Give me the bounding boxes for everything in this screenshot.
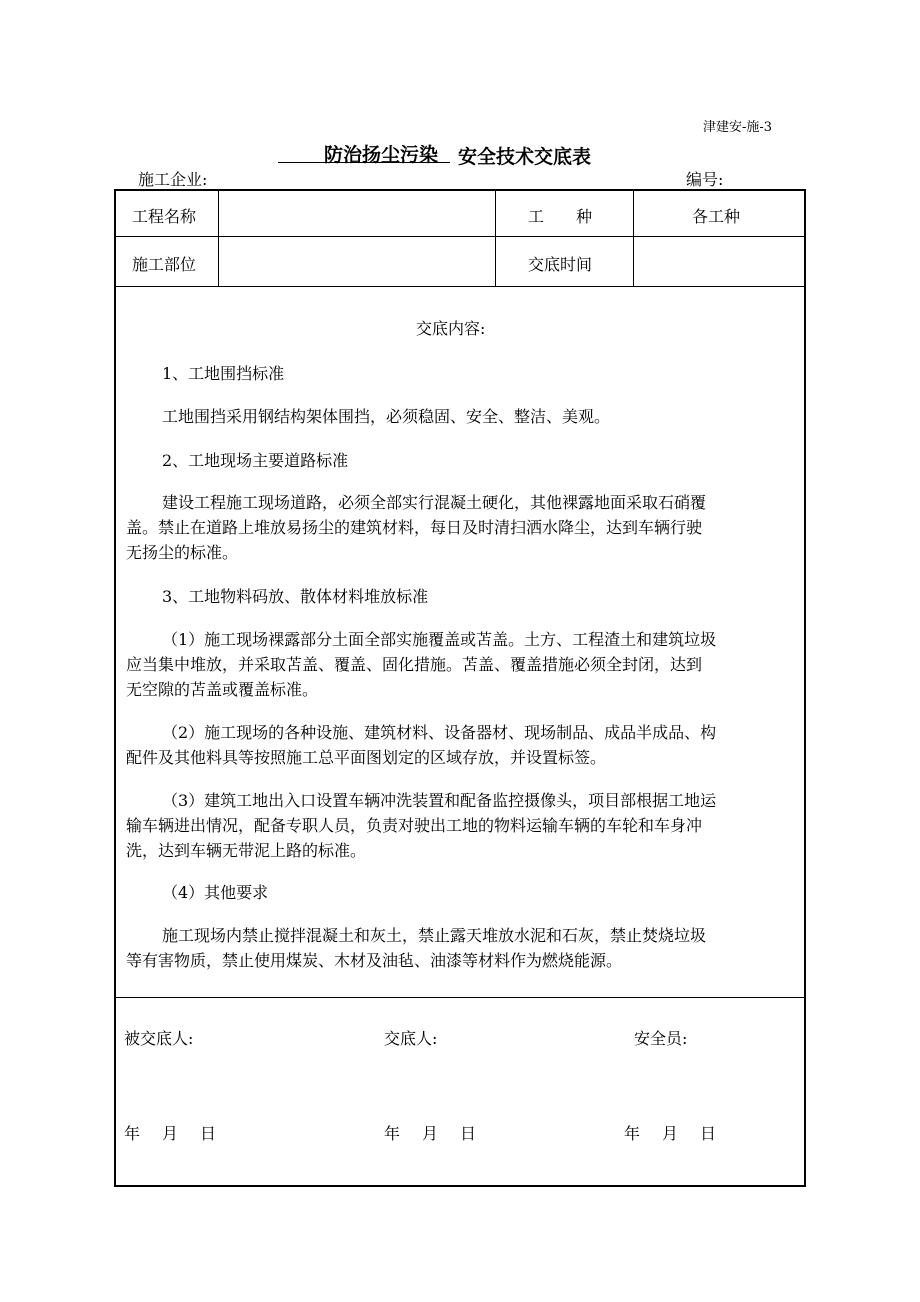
receiver-date-year: 年 xyxy=(124,1124,141,1143)
safety-date-year: 年 xyxy=(624,1124,641,1143)
receiver-date-day: 日 xyxy=(200,1124,217,1143)
row-divider xyxy=(116,236,804,237)
content-line: （1）施工现场裸露部分土面全部实施覆盖或苫盖。土方、工程渣土和建筑垃圾 xyxy=(162,630,717,649)
content-line: 输车辆进出情况，配备专职人员，负责对驶出工地的物料运输车辆的车轮和车身冲 xyxy=(126,816,703,835)
title-blank-fill: 防治扬尘污染 xyxy=(324,144,439,166)
number-label: 编号: xyxy=(686,170,724,189)
title-blank-underline xyxy=(278,140,450,166)
company-label: 施工企业: xyxy=(138,170,208,189)
work-type-value: 各工种 xyxy=(692,207,741,226)
content-line: 工地围挡采用钢结构架体围挡，必须稳固、安全、整洁、美观。 xyxy=(162,407,611,426)
row-divider xyxy=(116,286,804,287)
safety-officer-label: 安全员: xyxy=(634,1029,688,1048)
content-line: 3、工地物料码放、散体材料堆放标准 xyxy=(162,587,429,606)
safety-date-day: 日 xyxy=(700,1124,717,1143)
form-code: 津建安-施-3 xyxy=(703,120,773,135)
row-divider xyxy=(116,997,804,998)
title-rest: 安全技术交底表 xyxy=(458,146,592,168)
content-line: 1、工地围挡标准 xyxy=(162,364,285,383)
content-line: 洗，达到车辆无带泥上路的标准。 xyxy=(126,841,367,860)
content-line: 2、工地现场主要道路标准 xyxy=(162,451,349,470)
content-line: 配件及其他料具等按照施工总平面图划定的区域存放，并设置标签。 xyxy=(126,748,607,767)
time-label: 交底时间 xyxy=(528,255,593,274)
content-line: 盖。禁止在道路上堆放易扬尘的建筑材料，每日及时清扫洒水降尘，达到车辆行驶 xyxy=(126,518,703,537)
content-line: （3）建筑工地出入口设置车辆冲洗装置和配备监控摄像头，项目部根据工地运 xyxy=(162,791,717,810)
content-line: 施工现场内禁止搅拌混凝土和灰土，禁止露天堆放水泥和石灰，禁止焚烧垃圾 xyxy=(162,926,707,945)
content-line: 应当集中堆放，并采取苫盖、覆盖、固化措施。苫盖、覆盖措施必须全封闭，达到 xyxy=(126,655,703,674)
col-divider xyxy=(218,191,219,287)
project-name-label: 工程名称 xyxy=(132,207,197,226)
presenter-date-month: 月 xyxy=(422,1124,439,1143)
content-line: （4）其他要求 xyxy=(162,883,269,902)
content-line: 无扬尘的标准。 xyxy=(126,543,239,562)
content-line: 无空隙的苫盖或覆盖标准。 xyxy=(126,680,319,699)
receiver-label: 被交底人: xyxy=(124,1029,194,1048)
document-title xyxy=(278,140,591,166)
safety-date-month: 月 xyxy=(662,1124,679,1143)
location-label: 施工部位 xyxy=(132,255,197,274)
presenter-date-day: 日 xyxy=(460,1124,477,1143)
disclosure-form-table xyxy=(114,189,806,1187)
col-divider xyxy=(633,191,634,287)
work-type-label: 工 种 xyxy=(528,207,593,226)
presenter-label: 交底人: xyxy=(384,1029,438,1048)
content-line: （2）施工现场的各种设施、建筑材料、设备器材、现场制品、成品半成品、构 xyxy=(162,723,717,742)
content-line: 等有害物质，禁止使用煤炭、木材及油毡、油漆等材料作为燃烧能源。 xyxy=(126,951,623,970)
content-heading: 交底内容: xyxy=(416,319,486,338)
content-line: 建设工程施工现场道路，必须全部实行混凝土硬化，其他裸露地面采取石硝覆 xyxy=(162,493,707,512)
presenter-date-year: 年 xyxy=(384,1124,401,1143)
col-divider xyxy=(495,191,496,287)
receiver-date-month: 月 xyxy=(162,1124,179,1143)
